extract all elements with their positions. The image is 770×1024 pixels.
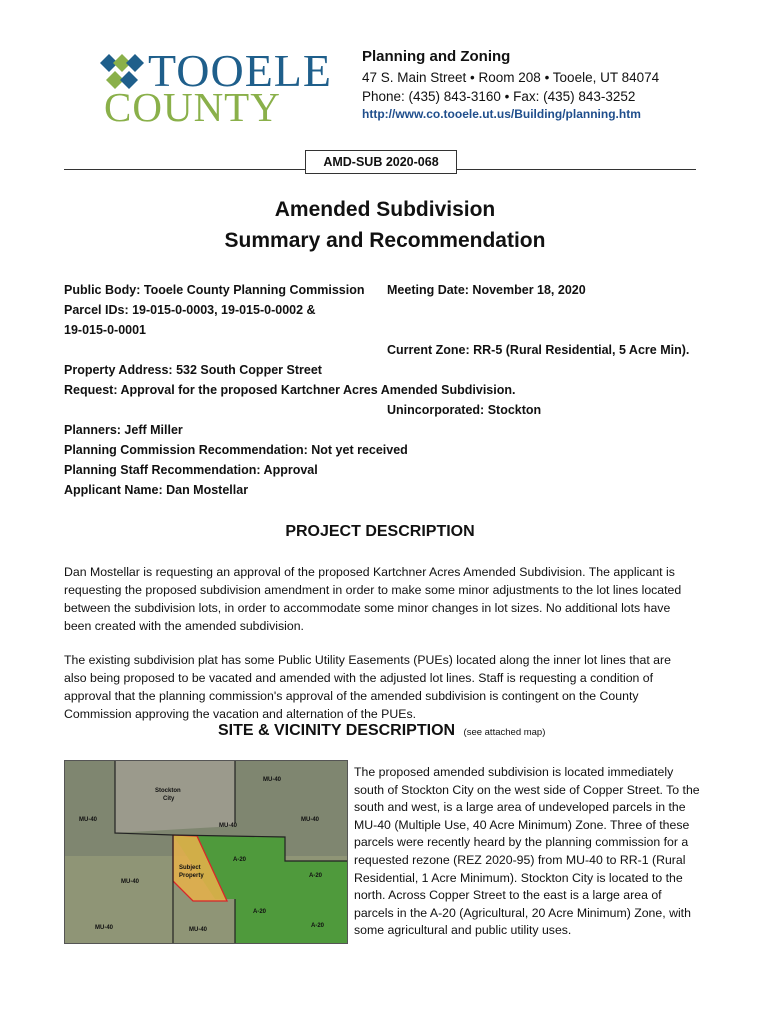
- map-label-subject: Subject: [179, 865, 201, 871]
- map-label-mu40-north: MU-40: [263, 777, 282, 783]
- map-label-property: Property: [179, 873, 204, 879]
- property-address: Property Address: 532 South Copper Street: [64, 363, 322, 377]
- map-label-city: City: [163, 796, 175, 802]
- department-phone: Phone: (435) 843-3160 • Fax: (435) 843-3252: [362, 89, 636, 104]
- request: Request: Approval for the proposed Kartchner Acres Amended Subdivision.: [64, 383, 516, 397]
- planners: Planners: Jeff Miller: [64, 423, 183, 437]
- map-label-mu40-east: MU-40: [301, 817, 320, 823]
- pc-recommendation: Planning Commission Recommendation: Not yet received: [64, 443, 408, 457]
- meeting-date: Meeting Date: November 18, 2020: [387, 283, 586, 297]
- map-label-mu40-bottom: MU-40: [189, 927, 208, 933]
- site-vicinity-heading: [218, 722, 545, 740]
- unincorporated-area: Unincorporated: Stockton: [387, 403, 542, 417]
- department-url-link[interactable]: http://www.co.tooele.ut.us/Building/planning.htm: [362, 107, 641, 121]
- current-zone: Current Zone: RR-5 (Rural Residential, 5 Acre Min).: [387, 343, 690, 357]
- applicant-name: Applicant Name: Dan Mostellar: [64, 483, 249, 497]
- site-vicinity-paragraph: The proposed amended subdivision is located immediately south of Stockton City on the west side of Copper Street. To the south and west, is a large area of undeveloped parcels in the MU-40 (Multiple Use, 40 Acre Minimum) Zone. Three of these parcels were recently heard by the planning commission for a requested rezone (REZ 2020-95) from MU-40 to RR-1 (Rural Residential, 1 Acre Minimum). Stockton City is located to the north. Across Copper Street to the east is a large area of parcels in the A-20 (Agricultural, 20 Acre Minimum) Zone, with some agricultural and public utility uses.: [354, 765, 700, 938]
- vicinity-map: [64, 760, 348, 944]
- department-address: 47 S. Main Street • Room 208 • Tooele, UT 84074: [362, 70, 660, 85]
- project-description-paragraph-1: Dan Mostellar is requesting an approval of the proposed Kartchner Acres Amended Subdivision. The applicant is requesting the proposed subdivision amendment in order to make some minor adjustments to the lot lines located between the subdivision lots, in order to accommodate some minor changes in lot sizes. No additional lots have been created with the amended subdivision.: [64, 565, 682, 633]
- map-label-a20-southeast: A-20: [311, 923, 325, 929]
- site-vicinity-title: SITE & VICINITY DESCRIPTION: [218, 722, 456, 739]
- project-description-heading: PROJECT DESCRIPTION: [285, 523, 475, 540]
- map-label-mu40-southwest: MU-40: [121, 879, 140, 885]
- public-body: Public Body: Tooele County Planning Commission: [64, 283, 365, 297]
- map-label-mu40-west: MU-40: [79, 817, 98, 823]
- parcel-ids-continued: 19-015-0-0001: [64, 323, 147, 337]
- parcel-ids: Parcel IDs: 19-015-0-0003, 19-015-0-0002 &: [64, 303, 316, 317]
- project-description-paragraph-2: The existing subdivision plat has some Public Utility Easements (PUEs) located along the inner lot lines that are also being proposed to be vacated and amended with the adjusted lot lines. Staff is requesting a condition of approval that the planning commission's approval of the amended subdivision is contingent on the County Commission approving the vacation and alternation of the PUEs.: [64, 653, 671, 721]
- map-label-stockton: Stockton: [155, 788, 181, 794]
- logo-tooele-text: TOOELE: [148, 45, 333, 96]
- staff-recommendation: Planning Staff Recommendation: Approval: [64, 463, 318, 477]
- map-label-mu40-center: MU-40: [219, 823, 238, 829]
- document-title: Amended Subdivision: [274, 198, 496, 221]
- map-label-a20-center: A-20: [233, 857, 247, 863]
- map-label-a20-south: A-20: [253, 909, 267, 915]
- document-subtitle: Summary and Recommendation: [224, 229, 546, 252]
- map-label-a20-east: A-20: [309, 873, 323, 879]
- department-name: Planning and Zoning: [362, 48, 511, 65]
- map-label-mu40-south: MU-40: [95, 925, 114, 931]
- case-number-badge: AMD-SUB 2020-068: [305, 150, 457, 174]
- site-vicinity-note: (see attached map): [463, 727, 546, 738]
- logo-county-text: COUNTY: [104, 84, 281, 130]
- vicinity-map-graphic: [65, 761, 347, 943]
